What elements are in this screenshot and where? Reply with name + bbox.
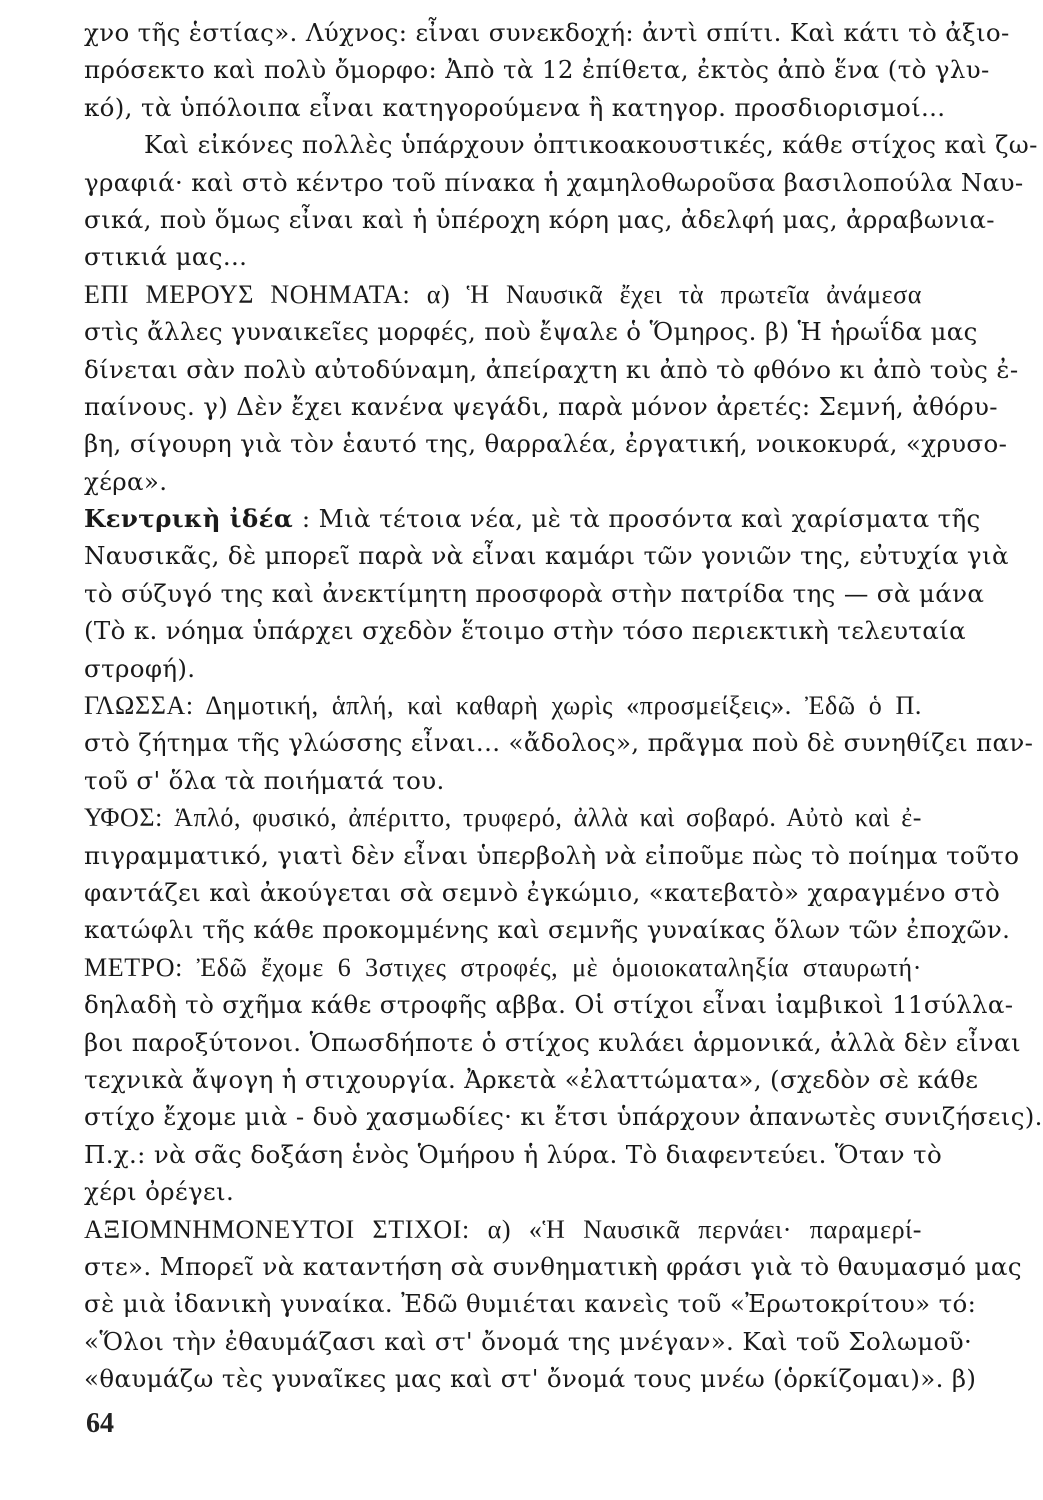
section-heading-line: ΓΛΩΣΣΑ: Δημοτική, ἁπλή, καὶ καθαρὴ χωρὶς «προσμείξεις». Ἐδῶ ὁ Π. [84, 691, 922, 721]
text-line: Καὶ εἰκόνες πολλὲς ὑπάρχουν ὀπτικοακουστικές, κάθε στίχος καὶ ζω- [144, 130, 1038, 160]
text-line: χέρα». [84, 466, 168, 496]
text-line: βη, σίγουρη γιὰ τὸν ἑαυτό της, θαρραλέα, ἐργατική, νοικοκυρά, «χρυσο- [84, 429, 1008, 459]
text-line: γραφιά· καὶ στὸ κέντρο τοῦ πίνακα ἡ χαμηλοθωροῦσα βασιλοπούλα Ναυ- [84, 167, 1024, 197]
text-line: κατώφλι τῆς κάθε προκομμένης καὶ σεμνῆς γυναίκας ὅλων τῶν ἐποχῶν. [84, 915, 1011, 945]
text-line: κό), τὰ ὑπόλοιπα εἶναι κατηγορούμενα ἢ κατηγορ. προσδιορισμοί... [84, 92, 946, 122]
text-line: στροφή). [84, 653, 196, 683]
text-line: στὸ ζήτημα τῆς γλώσσης εἶναι... «ἄδολος», πρᾶγμα ποὺ δὲ συνηθίζει παν- [84, 728, 1034, 758]
text-line: παίνους. γ) Δὲν ἔχει κανένα ψεγάδι, παρὰ μόνον ἀρετές: Σεμνή, ἀθόρυ- [84, 391, 998, 421]
text-line: Π.χ.: νὰ σᾶς δοξάση ἑνὸς Ὁμήρου ἡ λύρα. Τὸ διαφεντεύει. Ὅταν τὸ [84, 1139, 943, 1169]
text-line: σικά, ποὺ ὅμως εἶναι καὶ ἡ ὑπέροχη κόρη μας, ἀδελφή μας, ἀρραβωνια- [84, 204, 995, 234]
section-heading-line: ΜΕΤΡΟ: Ἐδῶ ἔχομε 6 3στιχες στροφές, μὲ ὁμοιοκαταληξία σταυρωτή· [84, 952, 922, 982]
text-line: δίνεται σὰν πολὺ αὐτοδύναμη, ἀπείραχτη κι ἀπὸ τὸ φθόνο κι ἀπὸ τοὺς ἐ- [84, 354, 1019, 384]
text-line: χνο τῆς ἑστίας». Λύχνος: εἶναι συνεκδοχή: ἀντὶ σπίτι. Καὶ κάτι τὸ ἀξιο- [84, 18, 1010, 47]
text-line: τὸ σύζυγό της καὶ ἀνεκτίμητη προσφορὰ στὴν πατρίδα της — σὰ μάνα [84, 578, 985, 608]
text-line: «θαυμάζω τὲς γυναῖκες μας καὶ στ' ὄνομά τους μνέω (ὁρκίζομαι)». β) [84, 1364, 977, 1394]
text-line: χέρι ὀρέγει. [84, 1177, 235, 1207]
text-line: «Ὅλοι τὴν ἐθαυμάζασι καὶ στ' ὄνομά της μνέγαν». Καὶ τοῦ Σολωμοῦ· [84, 1326, 973, 1356]
text-line: βοι παροξύτονοι. Ὁπωσδήποτε ὁ στίχος κυλάει ἁρμονικά, ἀλλὰ δὲν εἶναι [84, 1027, 1021, 1057]
text-line: δηλαδὴ τὸ σχῆμα κάθε στροφῆς αββα. Οἱ στίχοι εἶναι ἰαμβικοὶ 11σύλλα- [84, 990, 1014, 1020]
text-line: πιγραμματικό, γιατὶ δὲν εἶναι ὑπερβολὴ νὰ εἰποῦμε πὼς τὸ ποίημα τοῦτο [84, 840, 1020, 870]
section-heading-line: ΥΦΟΣ: Ἁπλό, φυσικό, ἀπέριττο, τρυφερό, ἀλλὰ καὶ σοβαρό. Αὐτὸ καὶ ἐ- [84, 803, 922, 833]
text-line: (Τὸ κ. νόημα ὑπάρχει σχεδὸν ἕτοιμο στὴν τόσο περιεκτικὴ τελευταία [84, 616, 967, 646]
text-line: σὲ μιὰ ἰδανικὴ γυναίκα. Ἐδῶ θυμιέται κανεὶς τοῦ «Ἐρωτοκρίτου» τό: [84, 1289, 977, 1319]
text-line: στὶς ἄλλες γυναικεῖες μορφές, ποὺ ἔψαλε ὁ Ὅμηρος. β) Ἡ ἡρωΐδα μας [84, 317, 978, 347]
section-heading-line: Κεντρικὴ ἰδέα : Μιὰ τέτοια νέα, μὲ τὰ προσόντα καὶ χαρίσματα τῆς [84, 504, 981, 534]
section-heading-line: ΕΠΙ ΜΕΡΟΥΣ ΝΟΗΜΑΤΑ: α) Ἡ Ναυσικᾶ ἔχει τὰ πρωτεῖα ἀνάμεσα [84, 279, 922, 309]
text-line: στίχο ἔχομε μιὰ - δυὸ χασμωδίες· κι ἔτσι ὑπάρχουν ἀπανωτὲς συνιζήσεις). [84, 1102, 1043, 1132]
section-heading-line: ΑΞΙΟΜΝΗΜΟΝΕΥΤΟΙ ΣΤΙΧΟΙ: α) «Ἡ Ναυσικᾶ περνάει· παραμερί- [84, 1214, 922, 1244]
text-line: τοῦ σ' ὅλα τὰ ποιήματά του. [84, 765, 445, 795]
text-line: Ναυσικᾶς, δὲ μπορεῖ παρὰ νὰ εἶναι καμάρι τῶν γονιῶν της, εὐτυχία γιὰ [84, 541, 1009, 571]
central-idea-heading: Κεντρικὴ ἰδέα [84, 504, 302, 534]
text-line: τεχνικὰ ἄψογη ἡ στιχουργία. Ἀρκετὰ «ἐλαττώματα», (σχεδὸν σὲ κάθε [84, 1064, 979, 1094]
text-line: πρόσεκτο καὶ πολὺ ὄμορφο: Ἀπὸ τὰ 12 ἐπίθετα, ἐκτὸς ἀπὸ ἕνα (τὸ γλυ- [84, 55, 990, 85]
text-line: στικιά μας... [84, 242, 248, 272]
page-number: 64 [86, 1408, 114, 1439]
text-line: στε». Μπορεῖ νὰ καταντήση σὰ συνθηματικὴ φράσι γιὰ τὸ θαυμασμό μας [84, 1251, 1022, 1281]
text-line: φαντάζει καὶ ἀκούγεται σὰ σεμνὸ ἐγκώμιο, «κατεβατὸ» χαραγμένο στὸ [84, 877, 1001, 907]
